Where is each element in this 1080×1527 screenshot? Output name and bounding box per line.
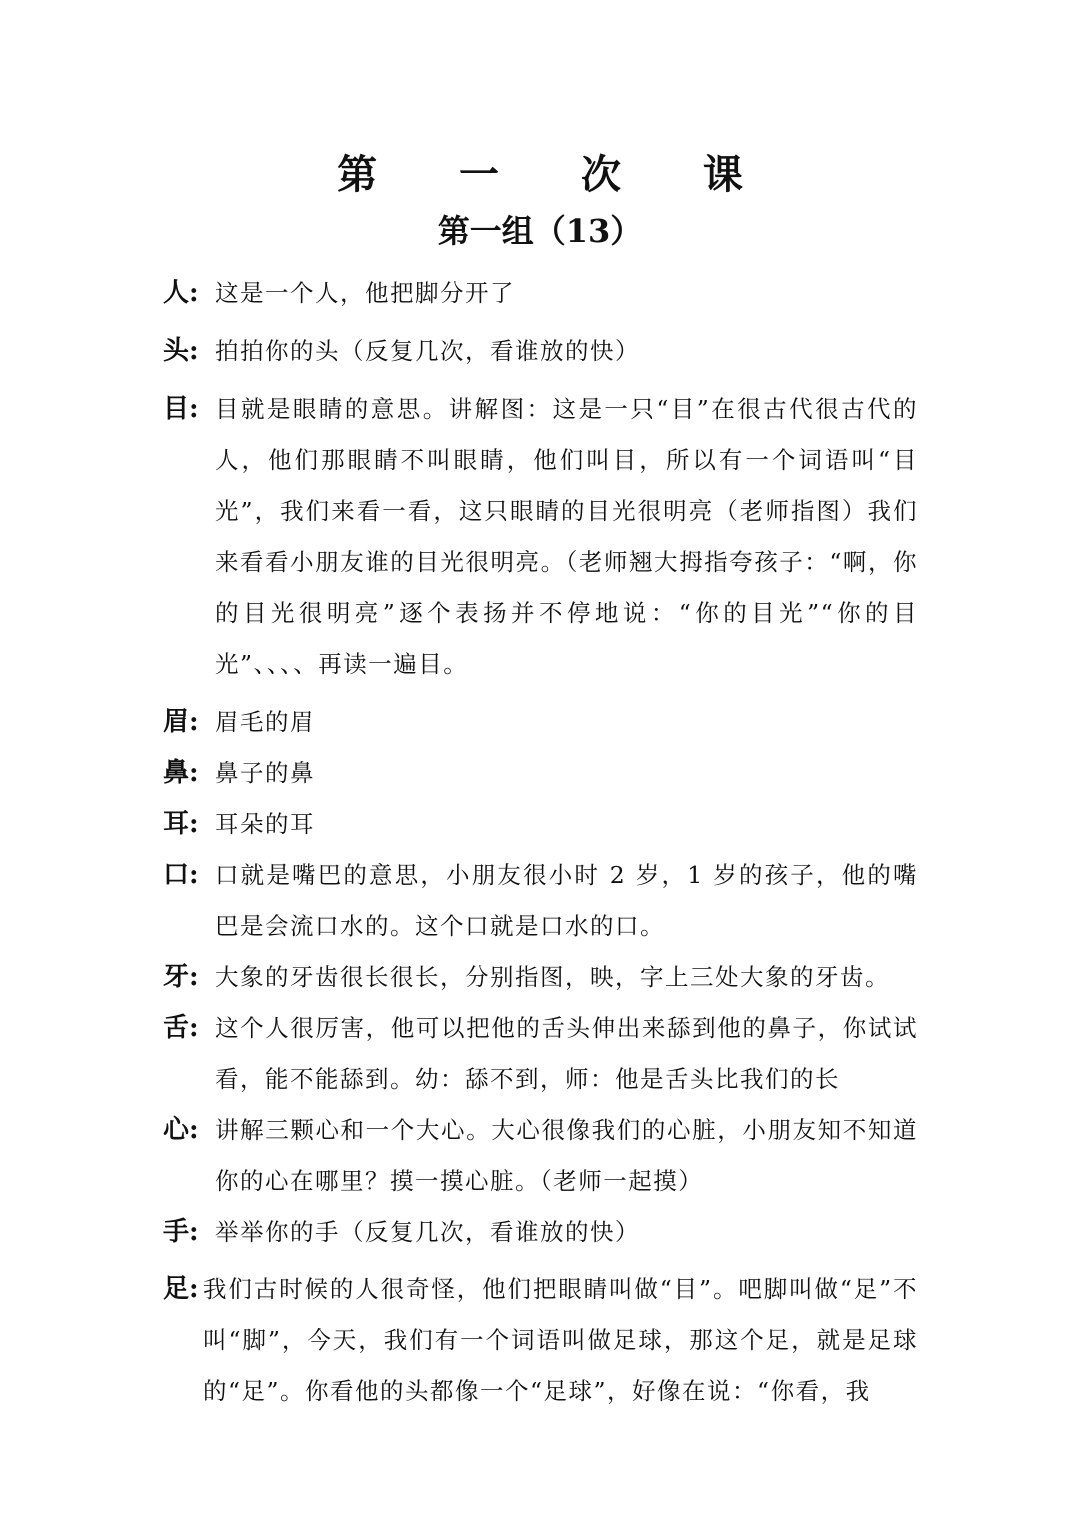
entry-char: 舌: <box>163 1013 199 1043</box>
entry-char: 手: <box>163 1217 199 1247</box>
entry-char: 鼻: <box>163 758 199 788</box>
group-subtitle: 第一组（13） <box>437 212 643 250</box>
entry-text: 大象的牙齿很长很长，分别指图，映，字上三处大象的牙齿。 <box>215 963 890 991</box>
entry-text: 鼻子的鼻 <box>215 759 315 787</box>
entry-ya <box>163 952 918 1003</box>
entry-char: 足: <box>163 1274 199 1304</box>
entry-she <box>163 1003 918 1105</box>
entry-char: 口: <box>163 860 199 890</box>
entry-char: 耳: <box>163 809 199 839</box>
page-title: 第 一 次 课 <box>337 151 777 198</box>
entry-char: 心: <box>163 1115 199 1145</box>
entry-text: 耳朵的耳 <box>215 810 315 838</box>
entry-er <box>163 799 918 850</box>
entry-char: 眉: <box>163 707 199 737</box>
entry-char: 目: <box>163 394 199 424</box>
entry-xin <box>163 1105 918 1207</box>
entry-char: 头: <box>163 336 199 366</box>
entry-mu <box>163 384 918 690</box>
entry-text: 举举你的手（反复几次，看谁放的快） <box>215 1218 640 1246</box>
entry-text: 口就是嘴巴的意思，小朋友很小时 2 岁，1 岁的孩子，他的嘴巴是会流口水的。这个口就是口水的口。 <box>215 861 918 940</box>
entry-text: 讲解三颗心和一个大心。大心很像我们的心脏，小朋友知不知道你的心在哪里？摸一摸心脏。（老师一起摸） <box>215 1116 918 1195</box>
entry-text: 这是一个人，他把脚分开了 <box>215 279 515 307</box>
entry-mei <box>163 697 918 748</box>
entry-text: 这个人很厉害，他可以把他的舌头伸出来舔到他的鼻子，你试试看，能不能舔到。幼：舔不到，师：他是舌头比我们的长 <box>215 1014 918 1093</box>
entry-shou <box>163 1207 918 1258</box>
entry-char: 人: <box>163 278 199 308</box>
entry-text: 目就是眼睛的意思。讲解图：这是一只“目”在很古代很古代的人，他们那眼睛不叫眼睛，他们叫目，所以有一个词语叫“目光”，我们来看一看，这只眼睛的目光很明亮（老师指图）我们来看看小朋友谁的目光很明亮。（老师翘大拇指夸孩子：“啊，你的目光很明亮”逐个表扬并不停地说：“你的目光”“你的目光”、、、、再读一遍目。 <box>215 395 918 678</box>
entry-text: 我们古时候的人很奇怪，他们把眼睛叫做“目”。吧脚叫做“足”不叫“脚”，今天，我们有一个词语叫做足球，那这个足，就是足球的“足”。你看他的头都像一个“足球”，好像在说：“你看，我 <box>203 1275 918 1405</box>
entry-tou <box>163 326 918 377</box>
entry-text: 拍拍你的头（反复几次，看谁放的快） <box>215 337 640 365</box>
entry-text: 眉毛的眉 <box>215 708 315 736</box>
entry-char: 牙: <box>163 962 199 992</box>
entry-ren <box>163 268 918 319</box>
entry-zu <box>163 1264 918 1417</box>
entry-bi <box>163 748 918 799</box>
entry-kou <box>163 850 918 952</box>
lesson-entries <box>163 268 918 1424</box>
